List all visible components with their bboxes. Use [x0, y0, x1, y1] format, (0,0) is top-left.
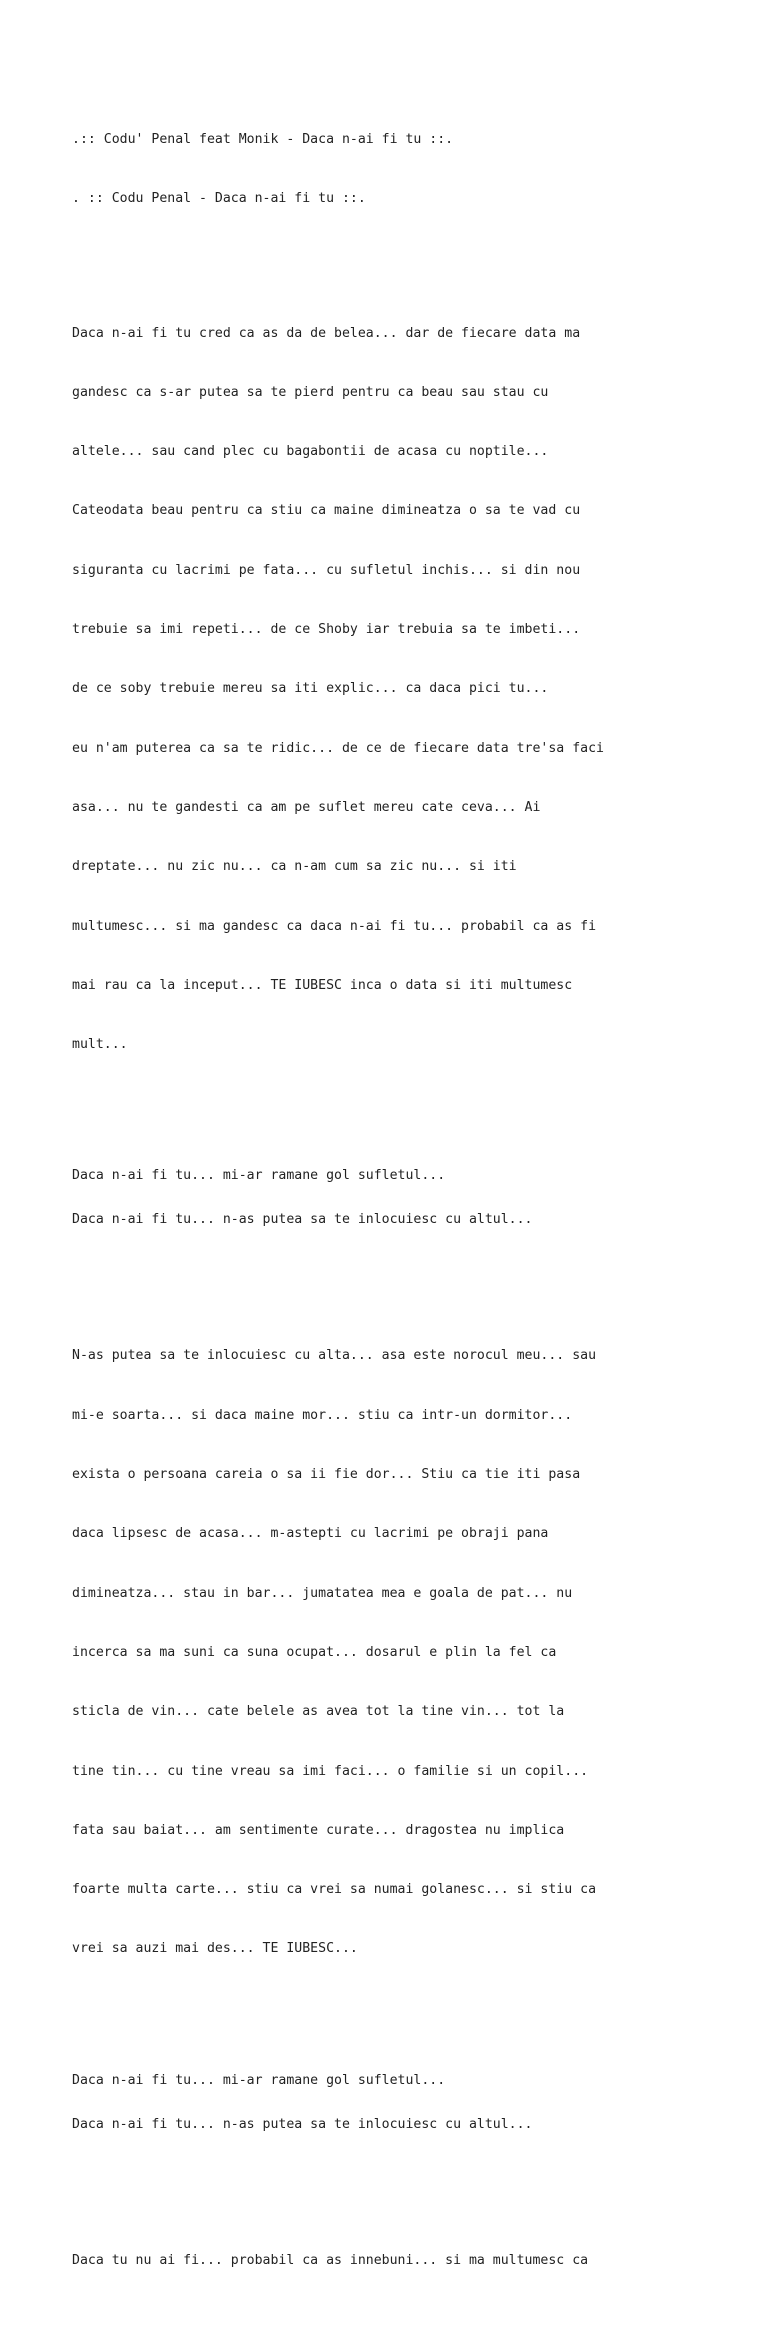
verse-line: foarte multa carte... stiu ca vrei sa numai golanesc... si stiu ca — [72, 1882, 597, 1898]
header-block — [72, 100, 712, 249]
verse-line: daca lipsesc de acasa... m-astepti cu lacrimi pe obraji pana — [72, 1526, 549, 1542]
verse-line: eu n'am puterea ca sa te ridic... de ce de fiecare data tre'sa faci — [72, 740, 604, 756]
chorus-line: Daca n-ai fi tu... mi-ar ramane gol sufletul... — [72, 1168, 446, 1184]
verse-line: altele... sau cand plec cu bagabontii de acasa cu noptile... — [72, 444, 549, 460]
verse-line: Daca n-ai fi tu cred ca as da de belea... dar de fiecare data ma — [72, 325, 581, 341]
verse-line: exista o persoana careia o sa ii fie dor... Stiu ca tie iti pasa — [72, 1467, 581, 1483]
chorus-2 — [72, 2044, 712, 2162]
verse-line: mi-e soarta... si daca maine mor... stiu ca intr-un dormitor... — [72, 1407, 573, 1423]
verse-3 — [72, 2221, 712, 2310]
verse-line: incerca sa ma suni ca suna ocupat... dosarul e plin la fel ca — [72, 1644, 557, 1660]
verse-line: Daca tu nu ai fi... probabil ca as innebuni... si ma multumesc ca — [72, 2252, 589, 2268]
verse-line: tine tin... cu tine vreau sa imi faci... o familie si un copil... — [72, 1763, 589, 1779]
chorus-1 — [72, 1139, 712, 1257]
verse-line: N-as putea sa te inlocuiesc cu alta... asa este norocul meu... sau — [72, 1348, 597, 1364]
lyrics-document — [72, 70, 712, 2325]
verse-line: mult... — [72, 1037, 128, 1053]
chorus-line: Daca n-ai fi tu... n-as putea sa te inlocuiesc cu altul... — [72, 1212, 533, 1228]
verse-line: sticla de vin... cate belele as avea tot la tine vin... tot la — [72, 1704, 565, 1720]
verse-line: dreptate... nu zic nu... ca n-am cum sa zic nu... si iti — [72, 859, 517, 875]
verse-line: siguranta cu lacrimi pe fata... cu sufletul inchis... si din nou — [72, 562, 581, 578]
verse-line: gandesc ca s-ar putea sa te pierd pentru ca beau sau stau cu — [72, 384, 549, 400]
chorus-line: Daca n-ai fi tu... mi-ar ramane gol sufletul... — [72, 2072, 446, 2088]
verse-line: mai rau ca la inceput... TE IUBESC inca o data si iti multumesc — [72, 977, 573, 993]
verse-line: Cateodata beau pentru ca stiu ca maine dimineatza o sa te vad cu — [72, 503, 581, 519]
verse-line: multumesc... si ma gandesc ca daca n-ai fi tu... probabil ca as fi — [72, 918, 597, 934]
verse-2 — [72, 1316, 712, 1998]
verse-line: dimineatza... stau in bar... jumatatea mea e goala de pat... nu — [72, 1585, 573, 1601]
verse-1 — [72, 294, 712, 1095]
document-subtitle: . :: Codu Penal - Daca n-ai fi tu ::. — [72, 191, 366, 207]
chorus-line: Daca n-ai fi tu... n-as putea sa te inlocuiesc cu altul... — [72, 2116, 533, 2132]
verse-line: asa... nu te gandesti ca am pe suflet mereu cate ceva... Ai — [72, 799, 541, 815]
verse-line: fata sau baiat... am sentimente curate... dragostea nu implica — [72, 1822, 565, 1838]
verse-line: de ce soby trebuie mereu sa iti explic... ca daca pici tu... — [72, 681, 549, 697]
document-title: .:: Codu' Penal feat Monik - Daca n-ai fi tu ::. — [72, 132, 454, 147]
verse-line: trebuie sa imi repeti... de ce Shoby iar trebuia sa te imbeti... — [72, 622, 581, 638]
verse-line: vrei sa auzi mai des... TE IUBESC... — [72, 1941, 358, 1957]
